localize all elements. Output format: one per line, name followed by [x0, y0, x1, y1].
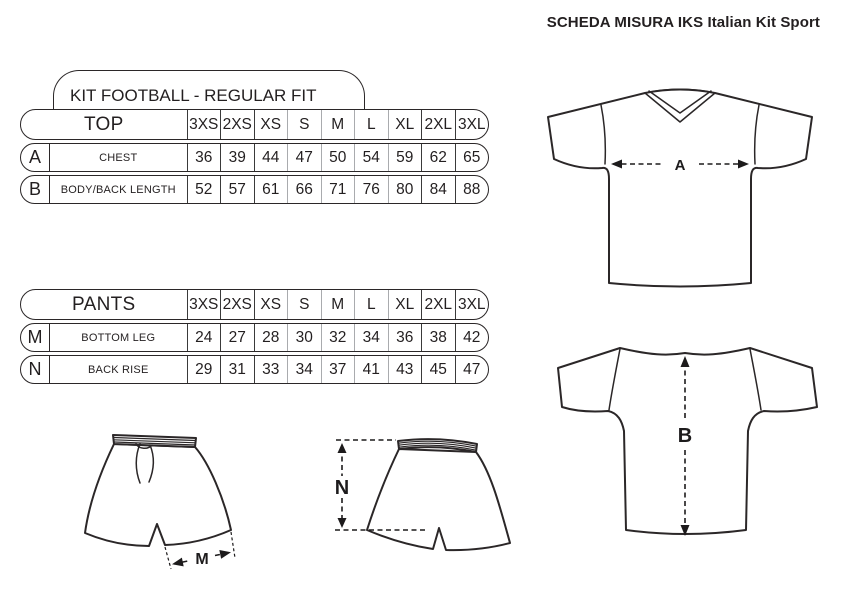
marker-b: B	[677, 425, 693, 447]
size-value-cell: 36	[187, 144, 221, 171]
size-header-cell: 3XS	[187, 110, 221, 139]
row-letter: M	[27, 327, 43, 347]
size-value-cell: 61	[254, 176, 288, 203]
size-value-cell: 80	[388, 176, 422, 203]
marker-n: N	[334, 477, 350, 499]
size-value-cell: 31	[220, 356, 254, 383]
size-value-cell: 42	[455, 324, 489, 351]
size-header-cell: 2XL	[421, 110, 455, 139]
size-value-cell: 62	[421, 144, 455, 171]
pants-size-table	[20, 289, 489, 384]
row-label: BACK RISE	[49, 356, 187, 383]
size-value-cell: 54	[354, 144, 388, 171]
size-value-cell: 34	[354, 324, 388, 351]
row-letter: A	[28, 147, 41, 167]
size-value-cell: 50	[321, 144, 355, 171]
size-value-cell: 36	[388, 324, 422, 351]
table-data-row	[20, 143, 489, 172]
size-header-cell: XL	[388, 110, 422, 139]
size-value-cell: 27	[220, 324, 254, 351]
shirt-back-diagram	[545, 340, 825, 547]
shorts-back-outline	[367, 449, 510, 550]
row-letter: B	[28, 179, 41, 199]
size-value-cell: 52	[187, 176, 221, 203]
document-title: SCHEDA MISURA IKS Italian Kit Sport	[546, 14, 820, 31]
size-value-cell: 47	[455, 356, 489, 383]
marker-a: A	[674, 157, 686, 174]
shorts-front-diagram	[78, 428, 243, 573]
size-header-cell: 2XS	[220, 110, 254, 139]
marker-m: M	[195, 551, 209, 568]
top-size-table	[20, 109, 489, 204]
row-label: CHEST	[49, 144, 187, 171]
size-value-cell: 84	[421, 176, 455, 203]
size-value-cell: 71	[321, 176, 355, 203]
size-header-cell: 3XL	[455, 290, 489, 319]
size-header-cell: S	[287, 110, 321, 139]
kit-tab-label: KIT FOOTBALL - REGULAR FIT	[70, 86, 317, 105]
size-value-cell: 24	[187, 324, 221, 351]
size-value-cell: 37	[321, 356, 355, 383]
shorts-back-diagram	[330, 432, 520, 564]
size-value-cell: 47	[287, 144, 321, 171]
size-header-cell: M	[321, 110, 355, 139]
table-data-row	[20, 355, 489, 384]
size-value-cell: 44	[254, 144, 288, 171]
size-value-cell: 66	[287, 176, 321, 203]
size-value-cell: 33	[254, 356, 288, 383]
size-header-cell: S	[287, 290, 321, 319]
size-header-cell: 3XS	[187, 290, 221, 319]
row-label: BODY/BACK LENGTH	[49, 176, 187, 203]
table-header-row	[20, 289, 489, 320]
size-header-cell: XL	[388, 290, 422, 319]
size-value-cell: 28	[254, 324, 288, 351]
size-value-cell: 57	[220, 176, 254, 203]
size-value-cell: 59	[388, 144, 422, 171]
size-value-cell: 43	[388, 356, 422, 383]
row-label: BOTTOM LEG	[49, 324, 187, 351]
size-header-cell: 3XL	[455, 110, 489, 139]
shirt-front-diagram	[535, 80, 825, 295]
size-value-cell: 29	[187, 356, 221, 383]
size-value-cell: 30	[287, 324, 321, 351]
size-value-cell: 88	[455, 176, 489, 203]
shirt-front-outline	[548, 90, 812, 287]
table-name-cell: PANTS	[72, 293, 136, 315]
table-data-row	[20, 175, 489, 204]
size-value-cell: 65	[455, 144, 489, 171]
size-value-cell: 32	[321, 324, 355, 351]
size-header-cell: L	[354, 290, 388, 319]
table-name-cell: TOP	[83, 113, 124, 135]
size-value-cell: 45	[421, 356, 455, 383]
size-value-cell: 34	[287, 356, 321, 383]
size-header-cell: L	[354, 110, 388, 139]
size-value-cell: 76	[354, 176, 388, 203]
size-header-cell: 2XS	[220, 290, 254, 319]
size-header-cell: XS	[254, 290, 288, 319]
size-value-cell: 41	[354, 356, 388, 383]
size-header-cell: M	[321, 290, 355, 319]
table-header-row	[20, 109, 489, 140]
table-data-row	[20, 323, 489, 352]
size-value-cell: 38	[421, 324, 455, 351]
shorts-front-outline	[85, 444, 231, 546]
size-header-cell: 2XL	[421, 290, 455, 319]
size-value-cell: 39	[220, 144, 254, 171]
size-header-cell: XS	[254, 110, 288, 139]
row-letter: N	[28, 359, 42, 379]
